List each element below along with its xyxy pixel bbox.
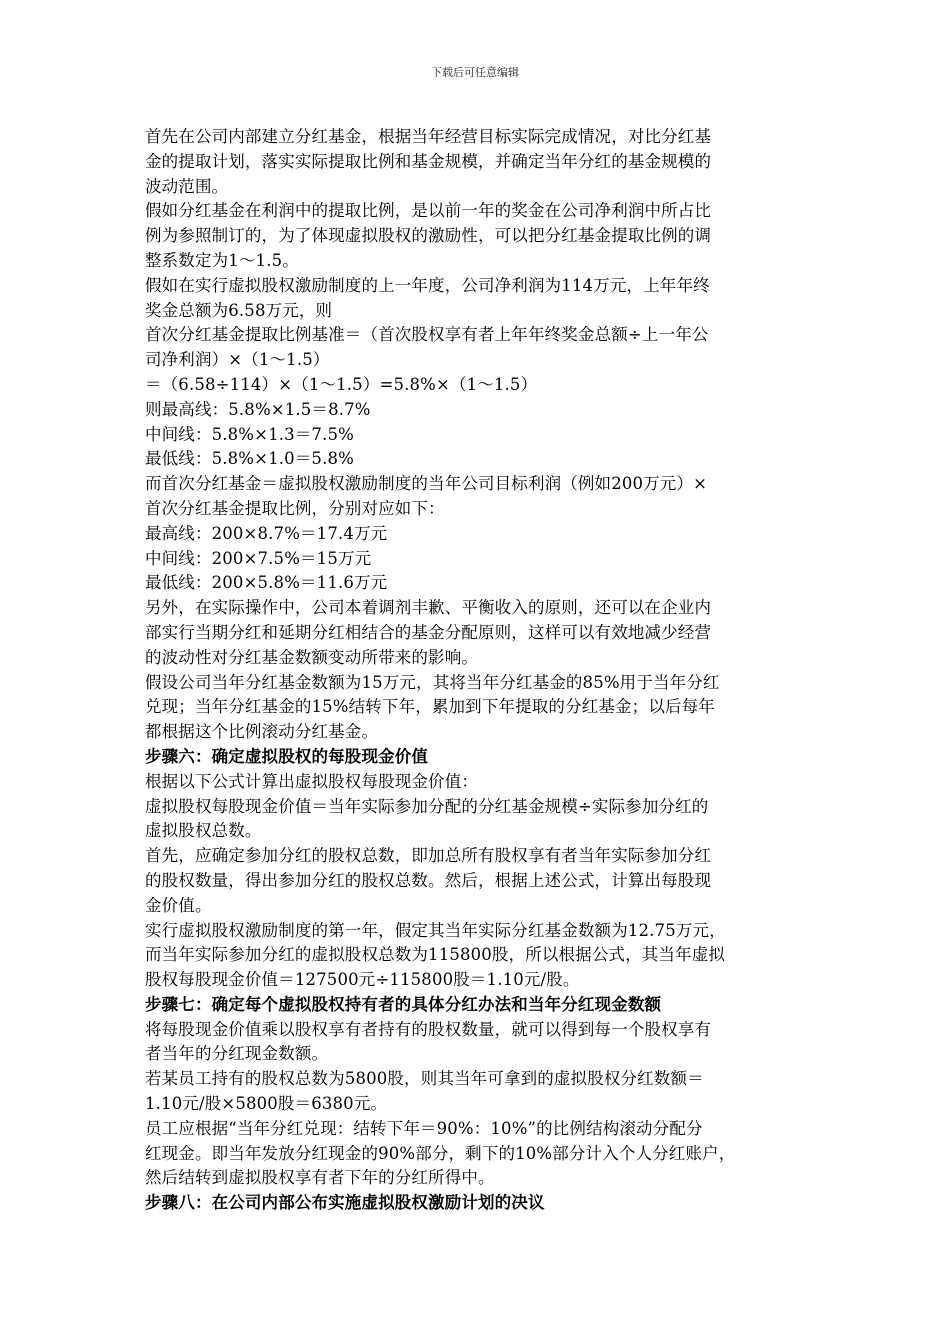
text-line: 而首次分红基金＝虚拟股权激励制度的当年公司目标利润（例如200万元）× [145, 474, 708, 494]
text-line: 首先在公司内部建立分红基金，根据当年经营目标实际完成情况，对比分红基 [145, 127, 712, 146]
text-line: 首先，应确定参加分红的股权总数，即加总所有股权享有者当年实际参加分红 [145, 846, 712, 866]
text-line: 假设公司当年分红基金数额为15万元，其将当年分红基金的85%用于当年分红 [145, 672, 720, 692]
text-line: 则最高线：5.8%×1.5＝8.7% [145, 399, 371, 419]
text-line: 员工应根据“当年分红兑现：结转下年＝90%：10%”的比例结构滚动分配分 [145, 1118, 703, 1138]
text-line: 股权每股现金价值＝127500元÷115800股＝1.10元/股。 [145, 970, 580, 990]
section-heading: 步骤六：确定虚拟股权的每股现金价值 [145, 746, 429, 766]
document-body [145, 125, 810, 1216]
section-heading: 步骤七：确定每个虚拟股权持有者的具体分红办法和当年分红现金数额 [145, 994, 662, 1014]
text-line: 将每股现金价值乘以股权享有者持有的股权数量，就可以得到每一个股权享有 [145, 1019, 712, 1039]
text-line: 的股权数量，得出参加分红的股权总数。然后，根据上述公式，计算出每股现 [145, 870, 712, 890]
text-line: 假如分红基金在利润中的提取比例，是以前一年的奖金在公司净利润中所占比 [145, 201, 712, 221]
text-line: 首次分红基金提取比例基准＝（首次股权享有者上年年终奖金总额÷上一年公 [145, 325, 709, 345]
text-line: 波动范围。 [145, 176, 229, 196]
text-line: 另外，在实际操作中，公司本着调剂丰歉、平衡收入的原则，还可以在企业内 [145, 598, 712, 618]
text-line: 最低线：5.8%×1.0＝5.8% [145, 449, 354, 469]
text-line: 中间线：200×7.5%＝15万元 [145, 548, 372, 568]
text-line: 然后结转到虚拟股权享有者下年的分红所得中。 [145, 1168, 495, 1188]
text-line: 红现金。即当年发放分红现金的90%部分，剩下的10%部分计入个人分红账户， [145, 1143, 736, 1163]
text-line: 整系数定为1～1.5。 [145, 250, 299, 270]
text-line: 虚拟股权每股现金价值＝当年实际参加分配的分红基金规模÷实际参加分红的 [145, 796, 709, 816]
text-line: 而当年实际参加分红的虚拟股权总数为115800股，所以根据公式，其当年虚拟 [145, 945, 726, 965]
text-line: 最低线：200×5.8%＝11.6万元 [145, 573, 388, 593]
text-line: 兑现；当年分红基金的15%结转下年，累加到下年提取的分红基金；以后每年 [145, 697, 715, 717]
text-line: 实行虚拟股权激励制度的第一年，假定其当年实际分红基金数额为12.75万元， [145, 920, 726, 940]
text-line: 金的提取计划，落实实际提取比例和基金规模，并确定当年分红的基金规模的 [145, 151, 712, 171]
text-line: 司净利润）×（1～1.5） [145, 350, 330, 370]
section-heading: 步骤八：在公司内部公布实施虚拟股权激励计划的决议 [145, 1193, 545, 1213]
text-line: 都根据这个比例滚动分红基金。 [145, 722, 379, 742]
text-line: 者当年的分红现金数额。 [145, 1044, 329, 1064]
text-line: 1.10元/股×5800股＝6380元。 [145, 1094, 388, 1114]
text-line: 若某员工持有的股权总数为5800股，则其当年可拿到的虚拟股权分红数额＝ [145, 1069, 704, 1089]
text-line: 例为参照制订的，为了体现虚拟股权的激励性，可以把分红基金提取比例的调 [145, 226, 712, 246]
text-line: 最高线：200×8.7%＝17.4万元 [145, 523, 388, 543]
text-line: 奖金总额为6.58万元，则 [145, 300, 333, 320]
text-line: 根据以下公式计算出虚拟股权每股现金价值： [145, 771, 478, 791]
text-line: ＝（6.58÷114）×（1～1.5）=5.8%×（1～1.5） [145, 374, 538, 394]
text-line: 首次分红基金提取比例，分别对应如下： [145, 498, 445, 518]
text-line: 假如在实行虚拟股权激励制度的上一年度，公司净利润为114万元，上年年终 [145, 275, 710, 295]
text-line: 部实行当期分红和延期分红相结合的基金分配原则，这样可以有效地减少经营 [145, 622, 712, 642]
text-line: 金价值。 [145, 895, 212, 915]
text-line: 的波动性对分红基金数额变动所带来的影响。 [145, 647, 478, 667]
page-header: 下载后可任意编辑 [431, 66, 519, 79]
text-line: 虚拟股权总数。 [145, 821, 262, 841]
text-line: 中间线：5.8%×1.3＝7.5% [145, 424, 354, 444]
